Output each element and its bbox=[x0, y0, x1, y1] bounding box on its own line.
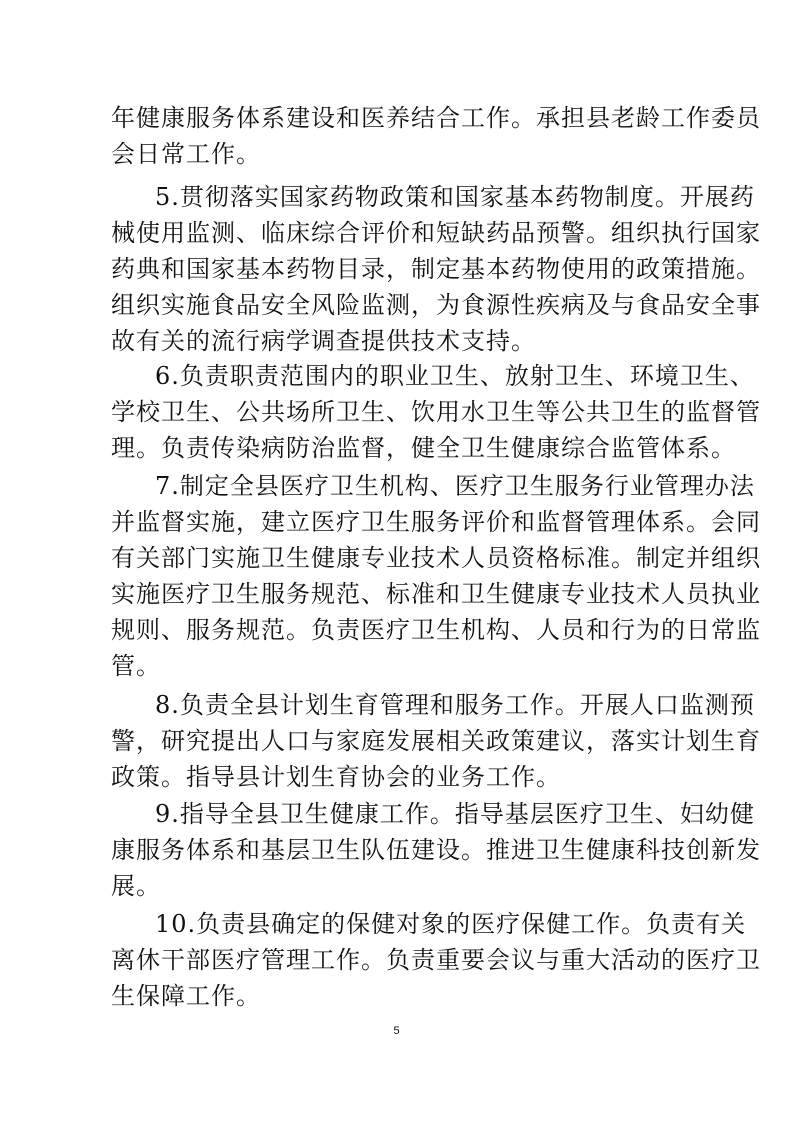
text-line: 生保障工作。 bbox=[111, 982, 261, 1010]
text-line: 械使用监测、临床综合评价和短缺药品预警。组织执行国家 bbox=[111, 219, 761, 247]
text-line: 有关部门实施卫生健康专业技术人员资格标准。制定并组织 bbox=[111, 544, 761, 572]
paragraph-item-8-line: 8.负责全县计划生育管理和服务工作。开展人口监测预 bbox=[155, 691, 755, 719]
page-number: 5 bbox=[393, 1025, 400, 1037]
paragraph-item-10-line: 10.负责县确定的保健对象的医疗保健工作。负责有关 bbox=[155, 910, 747, 938]
text-line: 政策。指导县计划生育协会的业务工作。 bbox=[111, 763, 561, 791]
text-line: 学校卫生、公共场所卫生、饮用水卫生等公共卫生的监督管 bbox=[111, 398, 761, 426]
paragraph-item-7-line: 7.制定全县医疗卫生机构、医疗卫生服务行业管理办法 bbox=[155, 472, 755, 500]
text-line: 年健康服务体系建设和医养结合工作。承担县老龄工作委员 bbox=[111, 104, 761, 132]
paragraph-item-9-line: 9.指导全县卫生健康工作。指导基层医疗卫生、妇幼健 bbox=[155, 800, 755, 828]
text-line: 离休干部医疗管理工作。负责重要会议与重大活动的医疗卫 bbox=[111, 946, 761, 974]
paragraph-item-6-line: 6.负责职责范围内的职业卫生、放射卫生、环境卫生、 bbox=[155, 362, 755, 390]
text-line: 故有关的流行病学调查提供技术支持。 bbox=[111, 327, 536, 355]
paragraph-item-5-line: 5.贯彻落实国家药物政策和国家基本药物制度。开展药 bbox=[155, 183, 755, 211]
text-line: 规则、服务规范。负责医疗卫生机构、人员和行为的日常监 bbox=[111, 616, 761, 644]
text-line: 并监督实施，建立医疗卫生服务评价和监督管理体系。会同 bbox=[111, 508, 761, 536]
text-line: 药典和国家基本药物目录，制定基本药物使用的政策措施。 bbox=[111, 255, 761, 283]
text-line: 展。 bbox=[111, 872, 161, 900]
text-line: 警，研究提出人口与家庭发展相关政策建议，落实计划生育 bbox=[111, 727, 761, 755]
text-line: 管。 bbox=[111, 652, 161, 680]
text-line: 康服务体系和基层卫生队伍建设。推进卫生健康科技创新发 bbox=[111, 836, 761, 864]
text-line: 理。负责传染病防治监督，健全卫生健康综合监管体系。 bbox=[111, 434, 736, 462]
text-line: 组织实施食品安全风险监测，为食源性疾病及与食品安全事 bbox=[111, 291, 761, 319]
text-line: 实施医疗卫生服务规范、标准和卫生健康专业技术人员执业 bbox=[111, 580, 761, 608]
text-line: 会日常工作。 bbox=[111, 140, 261, 168]
